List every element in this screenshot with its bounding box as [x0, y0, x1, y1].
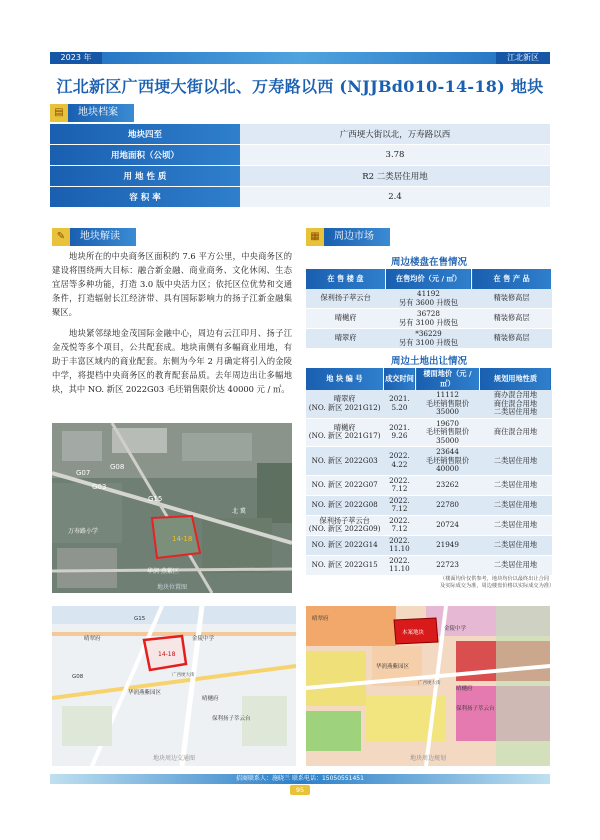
land-use: 二类居住用地 [479, 495, 551, 515]
page-title: 江北新区广西埂大街以北、万寿路以西 (NJJBd010-14-18) 地块 [56, 77, 544, 96]
land-price: 21949 [416, 535, 480, 555]
pencil-icon: ✎ [52, 228, 70, 246]
sales-name: 晴樾府 [306, 309, 385, 329]
map-right-label-f: 保利扬子萃云台 [456, 706, 495, 712]
footer-contact: 招商联系人：施晓兰 联系电话：15050551451 [236, 775, 364, 782]
land-use-2: 商住混合用地 [493, 398, 538, 408]
land-id: NO. 新区 2022G15 [306, 555, 383, 575]
land-id-name: 保利扬子萃云台 [319, 515, 370, 525]
site-satellite-image [52, 423, 292, 593]
land-price-value: 19670 [436, 418, 459, 428]
header-bar [50, 52, 550, 64]
profile-value: R2 二类居住用地 [240, 166, 550, 187]
land-id-code: (NO. 新区 2021G17) [308, 431, 381, 441]
land-id [306, 390, 383, 418]
table-row [306, 309, 552, 329]
land-price-value: 11112 [436, 390, 459, 399]
map-right-label-d: 华润燕紫园区 [376, 664, 410, 670]
page-number: 95 [290, 785, 310, 795]
land-price: 22723 [416, 555, 480, 575]
land-header-price: 楼面地价（元 / ㎡） [416, 368, 480, 390]
land-date-day: 7.12 [391, 524, 408, 533]
section-market-tag [306, 228, 390, 246]
land-id-code: (NO. 新区 2021G12) [308, 402, 381, 412]
land-date-day: 9.26 [391, 431, 408, 441]
planning-map-caption: 地块周边规划 [409, 755, 446, 762]
table-row [306, 555, 552, 575]
land-price: 20724 [416, 515, 480, 535]
table-header-row [306, 368, 552, 390]
land-use: 商住混合用地 [479, 418, 551, 447]
land-date-day: 4.22 [391, 459, 408, 469]
profile-label: 用 地 性 质 [50, 166, 240, 187]
land-price-note: 毛坯销售限价 [425, 427, 470, 436]
profile-label: 容 积 率 [50, 187, 240, 208]
sales-table [306, 269, 552, 349]
profile-value: 广西埂大街以北，万寿路以西 [240, 124, 550, 145]
land-id: NO. 新区 2022G03 [306, 447, 383, 476]
section-market-label: 周边市场 [324, 228, 390, 246]
photo-label-g15: G15 [148, 495, 163, 503]
land-date-year: 2021. [389, 422, 410, 432]
land-use: 二类居住用地 [479, 447, 551, 476]
land-date [383, 535, 415, 555]
land-id [306, 515, 383, 535]
land-price-cap: 40000 [436, 464, 459, 473]
analysis-paragraph-2: 地块紧邻绿地金茂国际金融中心，周边有云江印月、扬子江金茂悦等多个项目，公共配套成。地块南侧有多幅商业用地，有助于丰富区域内的商业配套。东侧为今年 2 月确定将引入的金陵中学，将提档中央商务区的教育配套品质。去年周边出让多幅地块，其中 NO. 新区 2022G03 毛坯销售限价达 40000 元 / ㎡。 [52, 328, 292, 394]
land-id-name: 晴樾府 [333, 422, 356, 432]
document-icon: ▤ [50, 104, 68, 122]
map-left-label-plot: 14-18 [158, 651, 176, 658]
map-right-label-e: 晴樾府 [456, 686, 473, 692]
map-right-label-g: 广西埂大街 [418, 681, 441, 686]
table-row [306, 535, 552, 555]
land-table-note: （楼面均价仅供参考，地块均价以最终出让合同及实际成交为准，周边楼盘价格以实际成交为准） [440, 576, 555, 589]
land-date-year: 2022. [389, 515, 410, 525]
profile-value: 3.78 [240, 145, 550, 166]
land-use-3: 二类居住用地 [493, 407, 538, 416]
table-row [306, 475, 552, 495]
table-row [306, 418, 552, 447]
map-right-label-a: 晴翠府 [312, 616, 329, 622]
land-date-day: 7.12 [391, 484, 408, 493]
map-left-label-d: 金陵中学 [192, 636, 215, 642]
land-date [383, 555, 415, 575]
photo-label-g03: G03 [92, 483, 107, 491]
sales-price [385, 329, 471, 349]
sales-product: 精装修高层 [472, 289, 552, 309]
map-left-label-f: 晴樾府 [202, 696, 219, 702]
land-price-value: 23644 [436, 447, 459, 456]
land-header-id: 地 块 编 号 [306, 368, 383, 390]
photo-label-plot: 14-18 [172, 535, 193, 543]
map-left-label-h: G08 [72, 674, 84, 680]
land-price-cap: 35000 [436, 407, 459, 416]
land-use: 二类居住用地 [479, 475, 551, 495]
land-date-year: 2021. [389, 394, 410, 404]
table-row [306, 495, 552, 515]
land-date-day: 7.12 [391, 504, 408, 513]
photo-label-school: 万寿路小学 [68, 528, 99, 535]
land-date [383, 515, 415, 535]
table-header-row [306, 269, 552, 289]
sales-price [385, 289, 471, 309]
land-header-use: 规划用地性质 [479, 368, 551, 390]
sales-price-value: 36728 [417, 309, 440, 318]
land-date-day: 5.20 [391, 402, 408, 412]
table-row [50, 124, 550, 145]
land-id: NO. 新区 2022G08 [306, 495, 383, 515]
sales-price-value: 41192 [417, 289, 440, 298]
land-use: 二类居住用地 [479, 535, 551, 555]
land-price: 22780 [416, 495, 480, 515]
traffic-map-caption: 地块周边交通图 [152, 755, 195, 762]
map-right-label-plot: 本案地块 [402, 630, 425, 636]
land-price [416, 418, 480, 447]
sales-price-extra: 另有 3100 升级包 [399, 317, 458, 327]
land-date-year: 2022. [389, 451, 410, 461]
map-left-label-a: 晴翠府 [84, 636, 101, 642]
profile-value: 2.4 [240, 187, 550, 208]
header-year: 2023 年 [50, 52, 102, 64]
photo-caption: 地块位置图 [156, 584, 188, 591]
table-row [306, 515, 552, 535]
land-header-date: 成交时间 [383, 368, 415, 390]
map-right-label-c: 金陵中学 [444, 626, 467, 632]
land-date [383, 418, 415, 447]
chart-icon: ▦ [306, 228, 324, 246]
land-price [416, 447, 480, 476]
land-table-title: 周边土地出让情况 [390, 356, 467, 367]
land-id [306, 418, 383, 447]
land-price-note: 毛坯销售限价 [425, 398, 470, 408]
sales-header-product: 在 售 产 品 [472, 269, 552, 289]
land-table [306, 368, 552, 576]
analysis-paragraph-1: 地块所在的中央商务区面积约 7.6 平方公里，中央商务区的建设将围绕两大目标：融合新金融、商业商务、文化休闲、生态宜居等多种功能，打造 3.0 版中央活力区；依托区位优势和交通条件，打造辐射长江经济带、具有国际影响力的扬子江新金融集聚区。 [52, 251, 292, 317]
table-row [306, 390, 552, 418]
section-analysis-label: 地块解读 [70, 228, 136, 246]
map-left-label-i: 广西埂大街 [172, 673, 195, 678]
planning-map [306, 606, 550, 766]
photo-label-g07: G07 [76, 469, 91, 477]
table-row [306, 289, 552, 309]
section-profile-label: 地块档案 [68, 104, 134, 122]
land-id: NO. 新区 2022G07 [306, 475, 383, 495]
sales-product: 精装修高层 [472, 309, 552, 329]
table-row [306, 447, 552, 476]
land-use-1: 商办混合用地 [493, 390, 538, 399]
land-date-year: 2022. [389, 555, 410, 565]
photo-label-g08: G08 [110, 463, 125, 471]
land-date [383, 495, 415, 515]
table-row [50, 187, 550, 208]
land-price [416, 390, 480, 418]
land-date-day: 11.10 [389, 544, 410, 553]
photo-label-road: 华润·燕紫区 [147, 568, 179, 575]
section-profile-tag [50, 104, 134, 122]
profile-label: 用地面积（公顷） [50, 145, 240, 166]
map-left-label-b: G15 [134, 616, 146, 622]
land-price: 23262 [416, 475, 480, 495]
profile-label: 地块四至 [50, 124, 240, 145]
table-row [50, 145, 550, 166]
sales-name: 晴翠府 [306, 329, 385, 349]
profile-table [50, 124, 550, 208]
land-date-year: 2022. [389, 535, 410, 545]
table-row [50, 166, 550, 187]
map-left-label-e: 华润燕紫园区 [128, 690, 162, 696]
land-id-name: 晴翠府 [333, 394, 356, 404]
land-date [383, 475, 415, 495]
sales-price-extra: 另有 3600 升级包 [399, 297, 458, 307]
sales-header-price: 在售均价（元 / ㎡） [385, 269, 471, 289]
sales-name: 保利扬子萃云台 [306, 289, 385, 309]
land-date-day: 11.10 [389, 564, 410, 573]
land-use: 二类居住用地 [479, 515, 551, 535]
land-price-cap: 35000 [436, 435, 459, 445]
header-zone: 江北新区 [496, 52, 550, 64]
traffic-map [52, 606, 296, 766]
land-use: 二类居住用地 [479, 555, 551, 575]
table-row [306, 329, 552, 349]
map-left-label-g: 保利扬子萃云台 [212, 716, 251, 722]
sales-header-name: 在 售 楼 盘 [306, 269, 385, 289]
sales-product: 精装修高层 [472, 329, 552, 349]
land-id: NO. 新区 2022G14 [306, 535, 383, 555]
section-analysis-tag [52, 228, 136, 246]
sales-table-title: 周边楼盘在售情况 [390, 257, 467, 268]
sales-price-value: *36229 [415, 329, 442, 338]
land-date [383, 447, 415, 476]
land-date [383, 390, 415, 418]
land-date-year: 2022. [389, 475, 410, 485]
land-price-note: 毛坯销售限价 [425, 455, 470, 465]
land-id-code: (NO. 新区 2022G09) [308, 524, 381, 533]
land-use [479, 390, 551, 418]
land-date-year: 2022. [389, 495, 410, 505]
sales-price [385, 309, 471, 329]
photo-label-north: 北 冀 [232, 508, 246, 515]
sales-price-extra: 另有 3100 升级包 [399, 337, 458, 347]
